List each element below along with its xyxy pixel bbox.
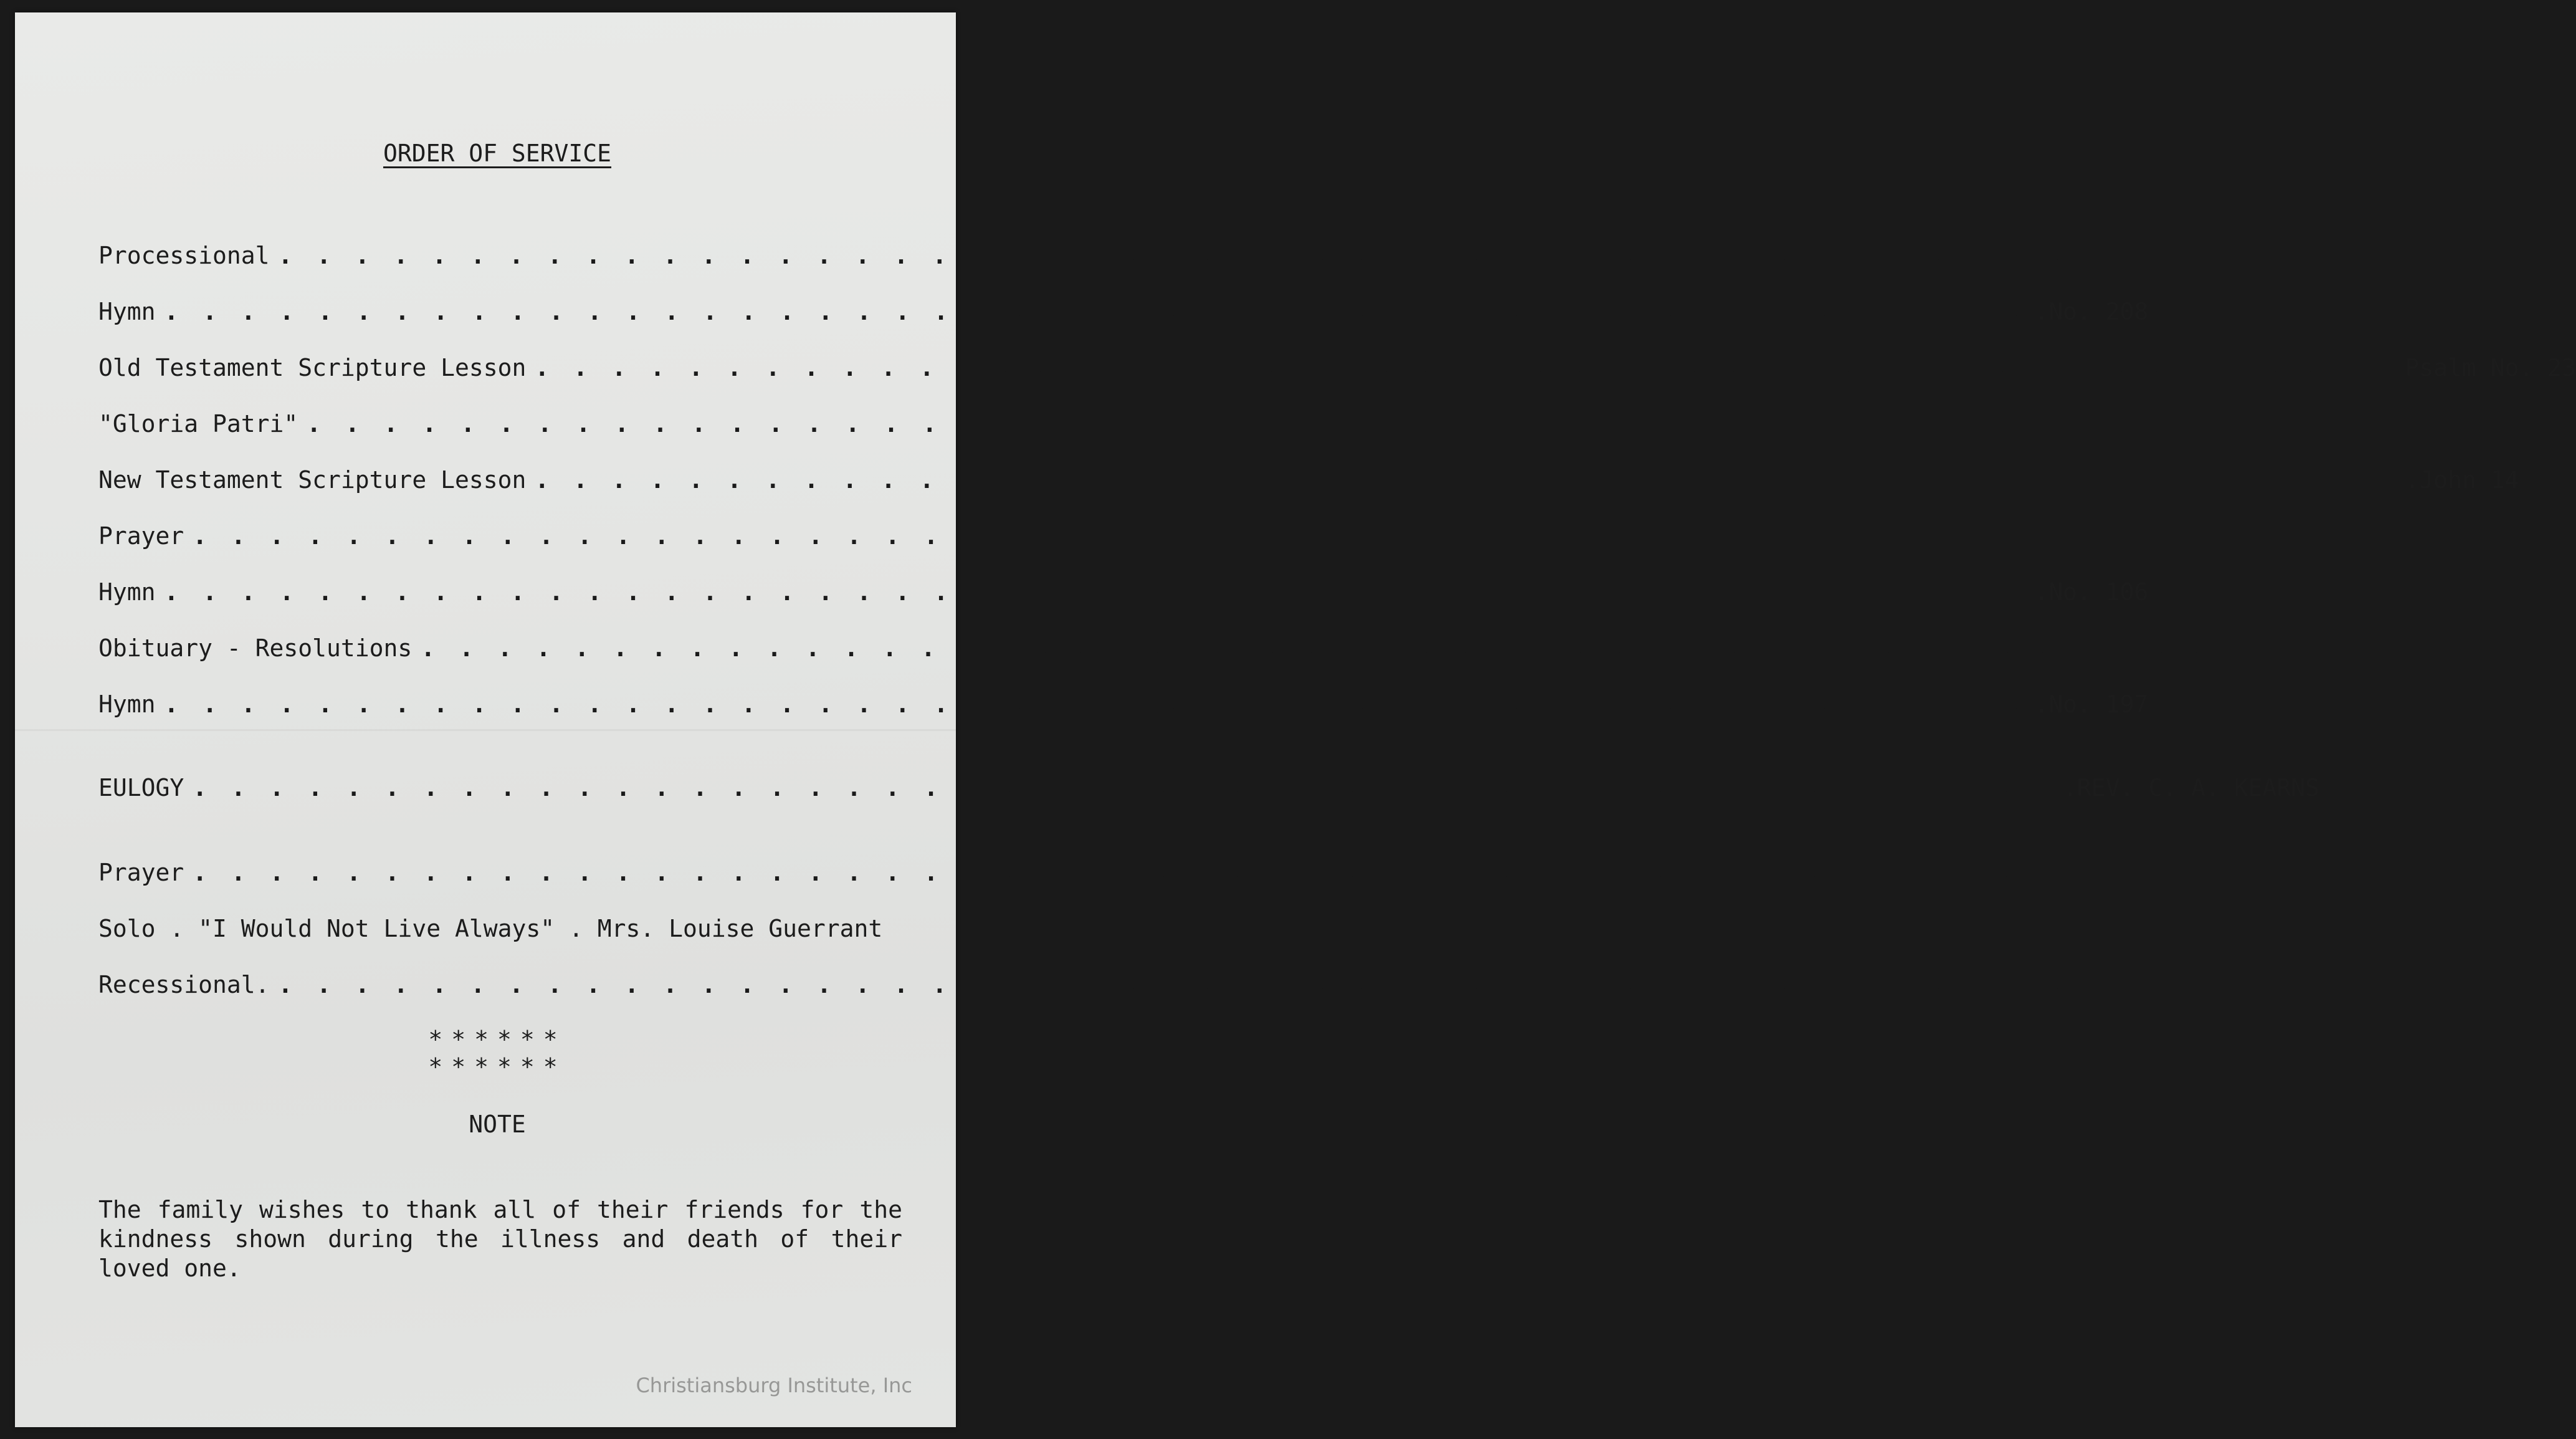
- service-item-prayer-2: Prayer . . . . . . . . . . . . . . . . . . . . . . . . . . . . . . . . . . . . . . . . . . . . . . . . .: [98, 859, 896, 886]
- note-title: NOTE: [469, 1111, 526, 1138]
- star-divider-1: ******: [428, 1026, 566, 1053]
- dot-leader: . . . . . . . . . . . . . . . . . . . . . . . . . . . . . . . . . . . . . . . . . . . . . . . . .: [535, 354, 2402, 381]
- dot-leader: . . . . . . . . . . . . . . . . . . . . . . . . . . . . . . . . . . . . . . . . . . . . . . . . .: [307, 410, 2173, 437]
- service-item-new-testament: New Testament Scripture Lesson . . . . . . . . . . . . . . . . . . . . . . . . . . . . . . . . . . . . . . . . . . . . . . . . . .John 14: [98, 466, 2519, 494]
- service-item-hymn-3: Hymn . . . . . . . . . . . . . . . . . . . . . . . . . . . . . . . . . . . . . . . . . . . . . . . . . .No. 197: [98, 691, 2149, 718]
- dot-leader: . . . . . . . . . . . . . . . . . . . . . . . . . . . . . . . . . . . . . . . . . . . . . . . . .: [164, 578, 2031, 606]
- service-item-processional: Processional . . . . . . . . . . . . . . . . . . . . . . . . . . . . . . . . . . . . . . . . . . . . . . . . .: [98, 242, 896, 269]
- dot-leader: . . . . . . . . . . . . . . . . . . . . . . . . . . . . . . . . . . . . . . . . . . . . . . . . .: [278, 242, 2145, 269]
- dot-leader: . . . . . . . . . . . . . . . . . . . . . . . . . . . . . . . . . . . . . . . . . . . . . . . . .: [535, 466, 2402, 494]
- service-item-prayer-1: Prayer . . . . . . . . . . . . . . . . . . . . . . . . . . . . . . . . . . . . . . . . . . . . . . . . .: [98, 522, 896, 550]
- star-divider-2: ******: [428, 1053, 566, 1081]
- dot-leader: . . . . . . . . . . . . . . . . . . . . . . . . . . . . . . . . . . . . . . . . . . . . . . . . .: [164, 691, 2031, 718]
- dot-leader: . . . . . . . . . . . . . . . . . . . . . . . . . . . . . . . . . . . . . . . . . . . . . . . . .: [164, 298, 2031, 325]
- service-item-hymn-1: Hymn . . . . . . . . . . . . . . . . . . . . . . . . . . . . . . . . . . . . . . . . . . . . . . . . . .No. 208: [98, 298, 2149, 325]
- service-item-obituary: Obituary - Resolutions . . . . . . . . . . . . . . . . . . . . . . . . . . . . . . . . . . . . . . . . . . . . . . . . .: [98, 634, 896, 662]
- service-item-hymn-2: Hymn . . . . . . . . . . . . . . . . . . . . . . . . . . . . . . . . . . . . . . . . . . . . . . . . . .No. 106: [98, 578, 2149, 606]
- dot-leader: . . . . . . . . . . . . . . . . . . . . . . . . . . . . . . . . . . . . . . . . . . . . . . . . .: [421, 634, 2287, 662]
- service-item-eulogy: EULOGY . . . . . . . . . . . . . . . . . . . . . . . . . . . . . . . . . . . . . . . . . . . . . . . . . .REV. C. A. KEARNS: [98, 774, 2320, 801]
- service-item-recessional: Recessional. . . . . . . . . . . . . . . . . . . . . . . . . . . . . . . . . . . . . . . . . . . . . . . . . .: [98, 971, 896, 998]
- paper-fold: [15, 729, 956, 731]
- service-item-solo: Solo . "I Would Not Live Always" . Mrs. Louise Guerrant: [98, 915, 883, 942]
- dot-leader: . . . . . . . . . . . . . . . . . . . . . . . . . . . . . . . . . . . . . . . . . . . . . . . . .: [193, 522, 2059, 550]
- dot-leader: . . . . . . . . . . . . . . . . . . . . . . . . . . . . . . . . . . . . . . . . . . . . . . . . .: [193, 774, 2059, 801]
- dot-leader: . . . . . . . . . . . . . . . . . . . . . . . . . . . . . . . . . . . . . . . . . . . . . . . . .: [193, 859, 2059, 886]
- note-text: The family wishes to thank all of their friends for the kindness shown during the illness and death of their loved one.: [98, 1196, 902, 1282]
- service-item-gloria-patri: "Gloria Patri" . . . . . . . . . . . . . . . . . . . . . . . . . . . . . . . . . . . . . . . . . . . . . . . . .: [98, 410, 896, 437]
- watermark: Christiansburg Institute, Inc: [636, 1374, 912, 1397]
- page-title: ORDER OF SERVICE: [383, 140, 612, 167]
- dot-leader: . . . . . . . . . . . . . . . . . . . . . . . . . . . . . . . . . . . . . . . . . . . . . . . . .: [278, 971, 2145, 998]
- program-page: [15, 12, 2576, 1427]
- service-item-old-testament: Old Testament Scripture Lesson . . . . . . . . . . . . . . . . . . . . . . . . . . . . . . . . . . . . . . . . . . . . . . . . . Psalm No. 23: [98, 354, 2576, 381]
